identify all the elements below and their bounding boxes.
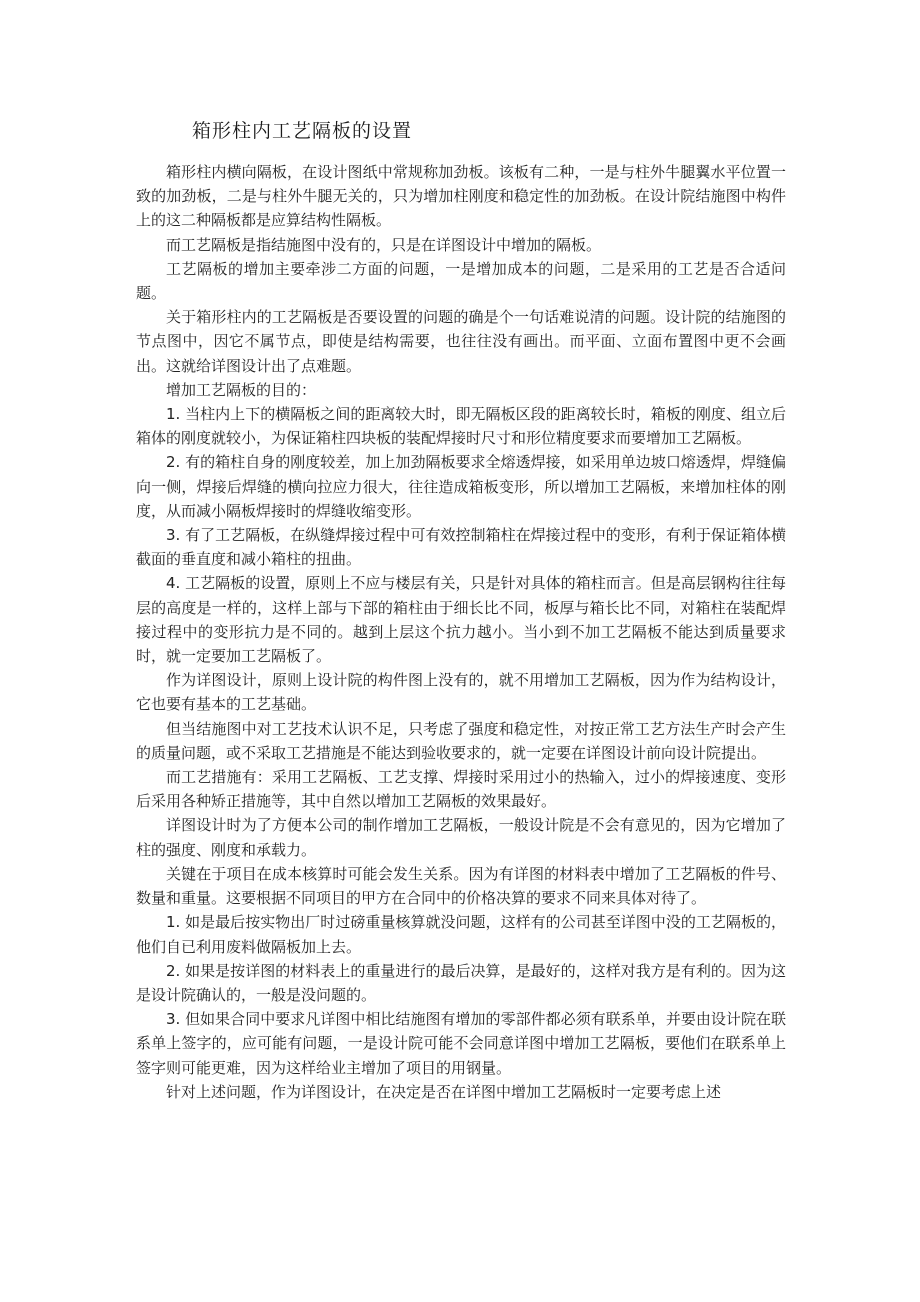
- paragraph: 而工艺隔板是指结施图中没有的，只是在详图设计中增加的隔板。: [166, 235, 602, 254]
- list-item: 2. 如果是按详图的材料表上的重量进行的最后决算，是最好的，这样对我方是有利的。因为这是设计院确认的，一般是没问题的。: [136, 961, 786, 1004]
- paragraph: 但当结施图中对工艺技术认识不足，只考虑了强度和稳定性，对按正常工艺方法生产时会产生的质量问题，或不采取工艺措施是不能达到验收要求的，就一定要在详图设计前向设计院提出。: [136, 719, 786, 762]
- paragraph: 增加工艺隔板的目的：: [166, 380, 317, 399]
- paragraph: 作为详图设计，原则上设计院的构件图上没有的，就不用增加工艺隔板，因为作为结构设计，它也要有基本的工艺基础。: [136, 671, 786, 714]
- paragraph: 箱形柱内横向隔板，在设计图纸中常规称加劲板。该板有二种，一是与柱外牛腿翼水平位置一致的加劲板，二是与柱外牛腿无关的，只为增加柱刚度和稳定性的加劲板。在设计院结施图中构件上的这二种隔板都是应算结构性隔板。: [136, 163, 786, 230]
- list-item: 3. 有了工艺隔板，在纵缝焊接过程中可有效控制箱柱在焊接过程中的变形，有利于保证箱体横截面的垂直度和减小箱柱的扭曲。: [136, 526, 786, 569]
- document-body: [136, 160, 786, 1104]
- list-item: 4. 工艺隔板的设置，原则上不应与楼层有关，只是针对具体的箱柱而言。但是高层钢构往往每层的高度是一样的，这样上部与下部的箱柱由于细长比不同，板厚与箱长比不同，对箱柱在装配焊接过程中的变形抗力是不同的。越到上层这个抗力越小。当小到不加工艺隔板不能达到质量要求时，就一定要加工艺隔板了。: [136, 574, 786, 666]
- paragraph: 而工艺措施有：采用工艺隔板、工艺支撑、焊接时采用过小的热输入，过小的焊接速度、变形后采用各种矫正措施等，其中自然以增加工艺隔板的效果最好。: [136, 768, 786, 811]
- paragraph: 工艺隔板的增加主要牵涉二方面的问题，一是增加成本的问题，二是采用的工艺是否合适问题。: [136, 259, 786, 303]
- list-item: 1. 当柱内上下的横隔板之间的距离较大时，即无隔板区段的距离较长时，箱板的刚度、组立后箱体的刚度就较小，为保证箱柱四块板的装配焊接时尺寸和形位精度要求而要增加工艺隔板。: [136, 405, 786, 448]
- paragraph: 针对上述问题，作为详图设计，在决定是否在详图中增加工艺隔板时一定要考虑上述: [166, 1082, 722, 1101]
- list-item: 2. 有的箱柱自身的刚度较差，加上加劲隔板要求全熔透焊接，如采用单边坡口熔透焊，焊缝偏向一侧，焊接后焊缝的横向拉应力很大，往往造成箱板变形，所以增加工艺隔板，来增加柱体的刚度，从而减小隔板焊接时的焊缝收缩变形。: [136, 453, 786, 520]
- document-title: 箱形柱内工艺隔板的设置: [192, 120, 413, 142]
- list-item: 3. 但如果合同中要求凡详图中相比结施图有增加的零部件都必须有联系单，并要由设计院在联系单上签字的，应可能有问题，一是设计院可能不会同意详图中增加工艺隔板，要他们在联系单上签字则可能更难，因为这样给业主增加了项目的用钢量。: [136, 1010, 786, 1077]
- list-item: 1. 如是最后按实物出厂时过磅重量核算就没问题，这样有的公司甚至详图中没的工艺隔板的，他们自已利用废料做隔板加上去。: [136, 913, 786, 956]
- paragraph: 关键在于项目在成本核算时可能会发生关系。因为有详图的材料表中增加了工艺隔板的件号、数量和重量。这要根据不同项目的甲方在合同中的价格决算的要求不同来具体对待了。: [136, 864, 786, 908]
- paragraph: 详图设计时为了方便本公司的制作增加工艺隔板，一般设计院是不会有意见的，因为它增加了柱的强度、刚度和承载力。: [136, 816, 786, 859]
- paragraph: 关于箱形柱内的工艺隔板是否要设置的问题的确是个一句话难说清的问题。设计院的结施图的节点图中，因它不属节点，即使是结构需要，也往往没有画出。而平面、立面布置图中更不会画出。这就给详图设计出了点难题。: [136, 308, 786, 375]
